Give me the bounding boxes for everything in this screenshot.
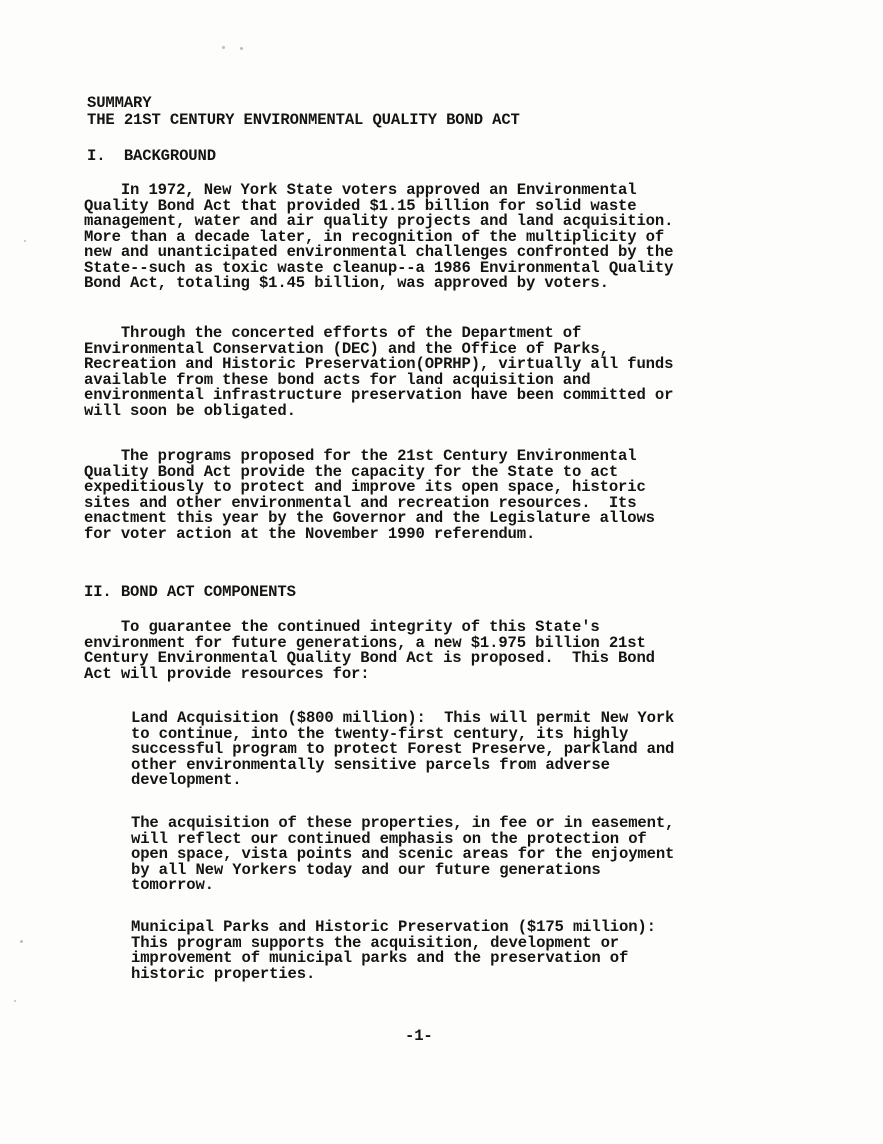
- background-paragraph-line: Quality Bond Act that provided $1.15 billion for solid waste: [84, 196, 637, 215]
- section-heading-background: I. BACKGROUND: [87, 147, 216, 165]
- background-paragraph-line: State--such as toxic waste cleanup--a 1986 Environmental Quality: [84, 258, 674, 277]
- section-heading-bond-act-components: II. BOND ACT COMPONENTS: [84, 583, 296, 601]
- scan-speck: [24, 240, 26, 242]
- background-paragraph-line: will soon be obligated.: [84, 401, 296, 420]
- background-paragraph-line: management, water and air quality projects and land acquisition.: [84, 212, 674, 230]
- land-acquisition-line: successful program to protect Forest Preserve, parkland and: [131, 740, 675, 758]
- components-intro-line: To guarantee the continued integrity of this State's: [84, 618, 600, 636]
- scan-speck: [240, 47, 243, 50]
- background-paragraph-line: Bond Act, totaling $1.45 billion, was approved by voters.: [84, 274, 609, 292]
- background-paragraph-line: Recreation and Historic Preservation(OPRHP), virtually all funds: [84, 355, 674, 373]
- municipal-parks-line: This program supports the acquisition, development or: [131, 933, 620, 952]
- background-paragraph-line: new and unanticipated environmental challenges confronted by the: [84, 243, 674, 261]
- background-paragraph-line: More than a decade later, in recognition of the multiplicity of: [84, 227, 665, 246]
- acquisition-note-line: open space, vista points and scenic areas for the enjoyment: [131, 845, 675, 863]
- scan-speck: [222, 46, 225, 49]
- acquisition-note-line: will reflect our continued emphasis on the protection of: [131, 829, 647, 848]
- land-acquisition-line: other environmentally sensitive parcels from adverse: [131, 755, 610, 774]
- background-paragraph-line: available from these bond acts for land acquisition and: [84, 370, 591, 389]
- background-paragraph-line: environmental infrastructure preservation have been committed or: [84, 386, 674, 404]
- scan-speck: [20, 940, 23, 943]
- background-paragraph-line: expeditiously to protect and improve its open space, historic: [84, 478, 646, 496]
- land-acquisition-line: development.: [131, 771, 242, 789]
- background-paragraph-line: for voter action at the November 1990 referendum.: [84, 524, 536, 543]
- summary-label: SUMMARY: [87, 94, 152, 112]
- land-acquisition-line: to continue, into the twenty-first century, its highly: [131, 724, 629, 743]
- scan-speck: [14, 1000, 16, 1002]
- page-number: -1-: [405, 1027, 433, 1045]
- document-title: THE 21ST CENTURY ENVIRONMENTAL QUALITY BOND ACT: [87, 111, 520, 129]
- municipal-parks-line: historic properties.: [131, 964, 316, 983]
- components-intro-line: environment for future generations, a new $1.975 billion 21st: [84, 633, 646, 652]
- background-paragraph-line: In 1972, New York State voters approved an Environmental: [84, 181, 637, 199]
- components-intro-line: Act will provide resources for:: [84, 664, 370, 683]
- background-paragraph-line: The programs proposed for the 21st Century Environmental: [84, 447, 637, 465]
- background-paragraph-line: sites and other environmental and recreation resources. Its: [84, 493, 637, 512]
- land-acquisition-line: Land Acquisition ($800 million): This will permit New York: [131, 709, 675, 727]
- acquisition-note-line: The acquisition of these properties, in fee or in easement,: [131, 814, 675, 832]
- municipal-parks-line: improvement of municipal parks and the preservation of: [131, 949, 629, 967]
- background-paragraph-line: Quality Bond Act provide the capacity for the State to act: [84, 462, 619, 481]
- acquisition-note-line: by all New Yorkers today and our future generations: [131, 860, 601, 879]
- municipal-parks-line: Municipal Parks and Historic Preservation ($175 million):: [131, 918, 656, 936]
- components-intro-line: Century Environmental Quality Bond Act is proposed. This Bond: [84, 649, 655, 667]
- background-paragraph-line: Environmental Conservation (DEC) and the Office of Parks,: [84, 339, 609, 358]
- background-paragraph-line: Through the concerted efforts of the Department of: [84, 324, 582, 342]
- acquisition-note-line: tomorrow.: [131, 876, 214, 894]
- background-paragraph-line: enactment this year by the Governor and the Legislature allows: [84, 509, 655, 527]
